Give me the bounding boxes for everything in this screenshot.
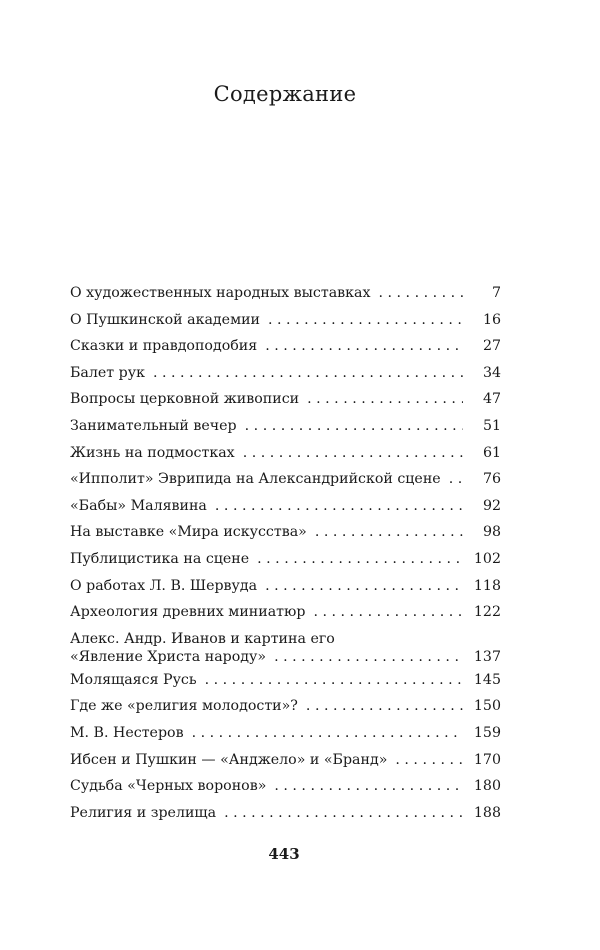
dot-leader [192,720,463,747]
dot-leader [306,693,463,720]
dot-leader [315,519,463,546]
dot-leader [313,599,463,626]
toc-entry [70,720,501,747]
toc-entry-page: 61 [482,444,501,461]
toc-entry [70,747,501,774]
toc-entry [70,333,501,360]
toc-entry-title: Молящаяся Русь [70,671,197,688]
toc-entry [70,626,501,667]
toc-entry-title: Вопросы церковной живописи [70,391,300,408]
page-number: 443 [268,845,300,863]
toc-entry [70,573,501,600]
toc-entry-title: Религия и зрелища [70,804,217,821]
dot-leader [265,333,463,360]
dot-leader [449,466,463,493]
toc-entry [70,466,501,493]
toc-entry [70,360,501,387]
toc-entry-page: 98 [482,524,501,541]
toc-entry [70,800,501,827]
toc-entry-page: 16 [482,311,501,328]
dot-leader [395,747,463,774]
page-title: Содержание [213,82,357,107]
toc-entry [70,307,501,334]
dot-leader [379,280,464,307]
toc-entry-title: Балет рук [70,364,145,381]
toc-entry-title: Публицистика на сцене [70,550,250,567]
toc-entry [70,693,501,720]
toc-entry [70,440,501,467]
toc-entry-page: 159 [473,724,501,741]
dot-leader [224,800,463,827]
dot-leader [274,648,463,667]
toc-entry-title: О художественных народных выставках [70,285,371,301]
toc-entry-page: 145 [473,671,501,688]
toc-entry-page: 102 [473,550,501,567]
dot-leader [245,413,463,440]
dot-leader [205,667,463,694]
toc-entry-page: 7 [491,285,501,301]
toc-entry-title-line1: Алекс. Андр. Иванов и картина его [70,630,335,647]
toc-entry-page: 51 [482,417,501,434]
toc-entry [70,667,501,694]
toc-entry-page: 27 [482,338,501,355]
toc-entry-page: 122 [473,604,501,621]
toc-entry-page: 76 [482,471,501,488]
dot-leader [257,546,463,573]
toc-entry [70,546,501,573]
toc-entry-title: Сказки и правдоподобия [70,338,258,355]
toc-entry-title: О Пушкинской академии [70,311,261,328]
toc-entry-page: 47 [482,391,501,408]
toc-entry-title: Где же «религия молодости»? [70,698,298,715]
toc-entry-page: 150 [473,698,501,715]
toc-entry [70,280,501,307]
toc-entry-title: «Бабы» Малявина [70,497,207,514]
dot-leader [243,440,463,467]
toc-entry-title: О работах Л. В. Шервуда [70,577,258,594]
toc-entry-title: Судьба «Черных воронов» [70,778,267,795]
toc-entry-page: 170 [473,751,501,768]
toc-entry [70,519,501,546]
toc-entry-title: Ибсен и Пушкин — «Анджело» и «Бранд» [70,751,388,768]
toc-entry-page: 180 [473,778,501,795]
dot-leader [307,386,463,413]
toc-entry-page: 34 [482,364,501,381]
toc-entry-page: 118 [473,577,501,594]
toc-entry [70,386,501,413]
toc-entry [70,599,501,626]
dot-leader [215,493,463,520]
dot-leader [274,773,463,800]
toc-entry-page: 188 [473,804,501,821]
dot-leader [268,307,463,334]
toc-entry [70,773,501,800]
toc-entry-title: Археология древних миниатюр [70,604,306,621]
toc-entry-page: 92 [482,497,501,514]
dot-leader [153,360,463,387]
toc-entry-title: Занимательный вечер [70,417,237,434]
toc-entry-title: М. В. Нестеров [70,724,184,741]
toc-entry-page: 137 [473,648,501,665]
toc-entry-title-line2: «Явление Христа народу» [70,648,267,665]
toc-entry [70,413,501,440]
toc-entry-title: «Ипполит» Эврипида на Александрийской сцене [70,471,441,488]
toc-entry-title: На выставке «Мира искусства» [70,524,307,541]
dot-leader [265,573,463,600]
toc-entry-title: Жизнь на подмостках [70,444,235,461]
toc-entry [70,493,501,520]
table-of-contents [70,280,501,826]
